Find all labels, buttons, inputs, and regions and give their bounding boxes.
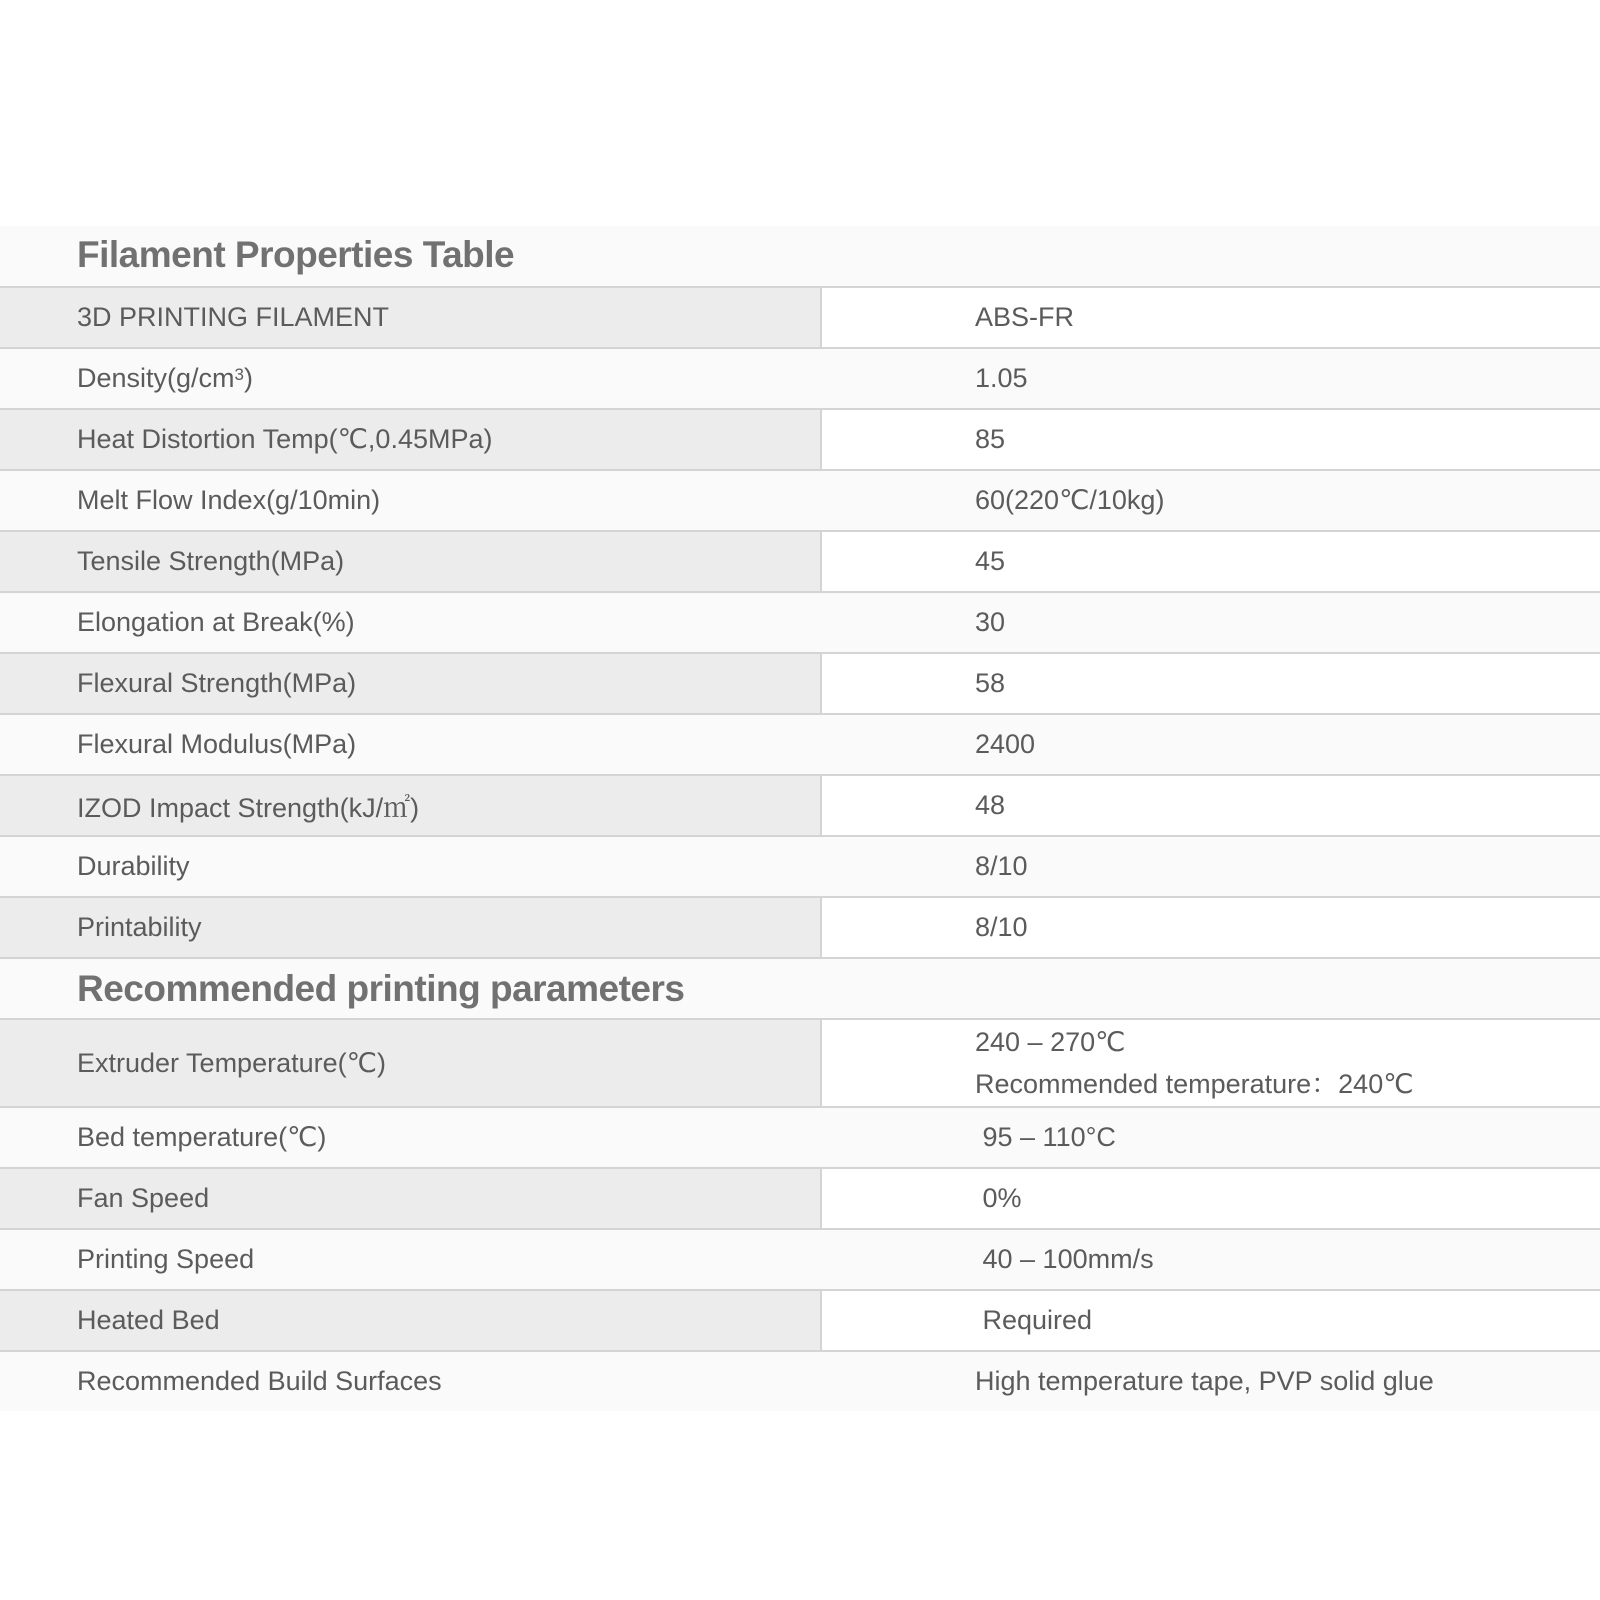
- table-row: [0, 1108, 1600, 1169]
- table-row: [0, 1230, 1600, 1291]
- row-label: Printability: [0, 898, 822, 957]
- row-label: 3D PRINTING FILAMENT: [0, 288, 822, 347]
- parameters-title-row: [0, 959, 1600, 1020]
- row-value: 95 – 110°C: [822, 1108, 1600, 1167]
- filament-properties-table: [0, 226, 1600, 1411]
- row-value: ABS-FR: [822, 288, 1600, 347]
- table-row: [0, 410, 1600, 471]
- row-value: 0%: [822, 1169, 1600, 1228]
- table-row: [0, 1352, 1600, 1411]
- table-row: [0, 593, 1600, 654]
- properties-title-row: [0, 226, 1600, 288]
- table-row: [0, 349, 1600, 410]
- table-row: [0, 898, 1600, 959]
- row-label: Recommended Build Surfaces: [0, 1352, 822, 1411]
- row-label: Elongation at Break(%): [0, 593, 822, 652]
- parameters-title: Recommended printing parameters: [77, 968, 685, 1009]
- table-row: [0, 288, 1600, 349]
- row-value: Required: [822, 1291, 1600, 1350]
- row-value: 30: [822, 593, 1600, 652]
- row-label: Tensile Strength(MPa): [0, 532, 822, 591]
- table-row: [0, 471, 1600, 532]
- row-label: IZOD Impact Strength(kJ/㎡): [0, 776, 822, 835]
- density-label-text: Density(g/cm: [77, 363, 235, 393]
- extruder-range: 240 – 270℃: [975, 1027, 1126, 1057]
- table-row: [0, 1020, 1600, 1108]
- row-label: Extruder Temperature(℃): [0, 1020, 822, 1106]
- row-label: Bed temperature(℃): [0, 1108, 822, 1167]
- row-label: [0, 349, 822, 408]
- table-row: [0, 1291, 1600, 1352]
- row-label: Heated Bed: [0, 1291, 822, 1350]
- row-label: Flexural Modulus(MPa): [0, 715, 822, 774]
- properties-title: Filament Properties Table: [77, 234, 515, 275]
- row-value: 45: [822, 532, 1600, 591]
- table-row: [0, 532, 1600, 593]
- table-row: [0, 837, 1600, 898]
- row-value: 8/10: [822, 837, 1600, 896]
- row-value: 85: [822, 410, 1600, 469]
- row-value: 60(220℃/10kg): [822, 471, 1600, 530]
- table-row: [0, 776, 1600, 837]
- row-value: 8/10: [822, 898, 1600, 957]
- row-value: 2400: [822, 715, 1600, 774]
- row-label: Flexural Strength(MPa): [0, 654, 822, 713]
- row-value: High temperature tape, PVP solid glue: [822, 1352, 1600, 1411]
- table-row: [0, 654, 1600, 715]
- row-value: [822, 1020, 1600, 1106]
- row-label: Durability: [0, 837, 822, 896]
- table-row: [0, 1169, 1600, 1230]
- row-value: 40 – 100mm/s: [822, 1230, 1600, 1289]
- row-label: Melt Flow Index(g/10min): [0, 471, 822, 530]
- density-superscript: 3: [234, 364, 244, 384]
- row-label: Fan Speed: [0, 1169, 822, 1228]
- row-value: 48: [822, 776, 1600, 835]
- row-label: Printing Speed: [0, 1230, 822, 1289]
- density-label-suffix: ): [244, 363, 253, 393]
- row-value: 1.05: [822, 349, 1600, 408]
- row-value: 58: [822, 654, 1600, 713]
- extruder-recommended: Recommended temperature：240℃: [975, 1069, 1414, 1099]
- table-row: [0, 715, 1600, 776]
- row-label: Heat Distortion Temp(℃,0.45MPa): [0, 410, 822, 469]
